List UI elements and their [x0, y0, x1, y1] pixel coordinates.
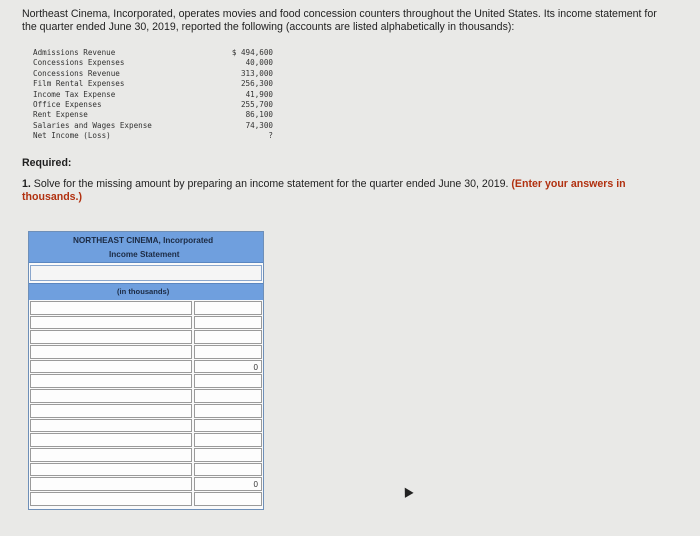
row-amount-input[interactable]: [194, 374, 262, 388]
row-amount-input[interactable]: [194, 316, 262, 330]
statement-row: [30, 360, 262, 375]
row-amount-input[interactable]: [194, 301, 262, 315]
row-label-input[interactable]: [30, 433, 192, 447]
account-row: Admissions Revenue $ 494,600: [33, 48, 273, 57]
row-label-input[interactable]: [30, 419, 192, 433]
statement-row: [30, 477, 262, 492]
row-label-input[interactable]: [30, 389, 192, 403]
required-heading: Required:: [22, 157, 72, 169]
statement-row: [30, 316, 262, 331]
problem-intro: Northeast Cinema, Incorporated, operates movies and food concession counters throughout the United States. Its income statement for the quarter ended June 30, 2019, reported the following (accounts are listed alphabetically in thousands):: [22, 8, 657, 33]
statement-row: [30, 404, 262, 419]
statement-row: [30, 389, 262, 404]
row-label-input[interactable]: [30, 330, 192, 344]
row-label-input[interactable]: [30, 374, 192, 388]
account-row: Concessions Expenses 40,000: [33, 58, 273, 68]
row-amount-input[interactable]: [194, 448, 262, 462]
statement-row: [30, 419, 262, 434]
statement-row: [30, 492, 262, 507]
statement-row: [30, 330, 262, 345]
row-label-input[interactable]: [30, 448, 192, 462]
account-row: Income Tax Expense 41,900: [33, 89, 273, 99]
question-number: 1.: [22, 178, 31, 190]
account-row: Film Rental Expenses 256,300: [33, 79, 273, 89]
account-list: [33, 48, 273, 142]
mouse-cursor-icon: [400, 485, 413, 498]
row-label-input[interactable]: [30, 301, 192, 315]
statement-row: [30, 301, 262, 316]
account-row: Concessions Revenue 313,000: [33, 68, 273, 78]
statement-lines: [29, 300, 263, 509]
row-label-input[interactable]: [30, 316, 192, 330]
question-text: [22, 178, 662, 204]
row-label-input[interactable]: [30, 360, 192, 374]
row-amount-input[interactable]: [194, 433, 262, 447]
statement-row: [30, 448, 262, 463]
row-amount-input[interactable]: [194, 345, 262, 359]
statement-row: [30, 345, 262, 360]
statement-row: [30, 374, 262, 389]
statement-header: [29, 232, 263, 263]
row-amount-input[interactable]: 0: [194, 360, 262, 374]
account-row: Rent Expense 86,100: [33, 110, 273, 120]
account-row: Salaries and Wages Expense 74,300: [33, 120, 273, 130]
statement-row: [30, 433, 262, 448]
row-label-input[interactable]: [30, 477, 192, 491]
period-input[interactable]: [30, 265, 262, 281]
row-amount-input[interactable]: [194, 330, 262, 344]
row-label-input[interactable]: [30, 492, 192, 506]
units-header: [29, 283, 263, 300]
row-label-input[interactable]: [30, 345, 192, 359]
row-amount-input[interactable]: [194, 419, 262, 433]
question-body: Solve for the missing amount by preparing an income statement for the quarter ended June 30, 2019.: [33, 178, 509, 190]
units-label: (in thousands): [117, 287, 170, 296]
account-row: Net Income (Loss) ?: [33, 131, 273, 141]
row-amount-input[interactable]: [194, 492, 262, 506]
account-row: Office Expenses 255,700: [33, 99, 273, 109]
row-amount-input[interactable]: [194, 389, 262, 403]
row-label-input[interactable]: [30, 463, 192, 477]
row-label-input[interactable]: [30, 404, 192, 418]
income-statement-form: [28, 231, 264, 510]
statement-row: [30, 463, 262, 478]
company-name: NORTHEAST CINEMA, Incorporated: [73, 236, 214, 245]
row-amount-input[interactable]: [194, 463, 262, 477]
question-note: (Enter your answers in thousands.): [22, 178, 626, 203]
row-amount-input[interactable]: 0: [194, 477, 262, 491]
statement-title: Income Statement: [109, 250, 180, 259]
row-amount-input[interactable]: [194, 404, 262, 418]
